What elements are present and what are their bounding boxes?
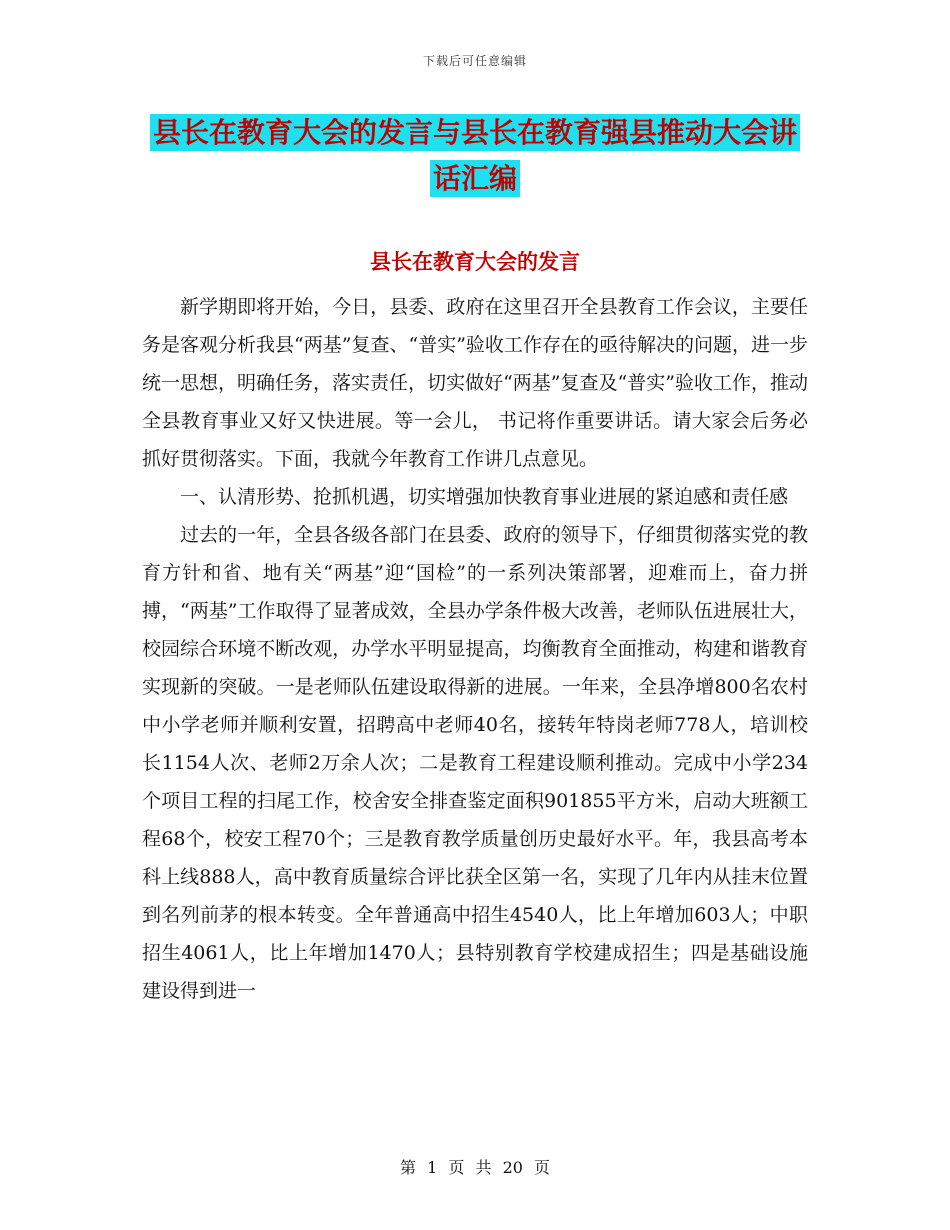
title-line-2: 话汇编 xyxy=(430,160,520,197)
document-title xyxy=(0,110,950,202)
page-footer xyxy=(0,1155,950,1178)
paragraph: 一、认清形势、抢抓机遇，切实增强加快教育事业进展的紧迫感和责任感 xyxy=(180,486,789,508)
header-note: 下载后可任意编辑 xyxy=(422,54,527,68)
paragraph: 新学期即将开始，今日，县委、政府在这里召开全县教育工作会议，主要任务是客观分析我县“两基”复查、“普实”验收工作存在的亟待解决的问题，进一步统一思想，明确任务，落实责任，切实做好“两基”复查及“普实”验收工作，推动全县教育事业又好又快进展。等一会儿， 书记将作重要讲话。请大家会后务必抓好贯彻落实。下面，我就今年教育工作讲几点意见。 xyxy=(142,296,808,470)
page-number: 1 xyxy=(427,1158,438,1177)
total-unit: 页 xyxy=(534,1158,551,1177)
section-title: 县长在教育大会的发言 xyxy=(370,249,580,274)
body-text xyxy=(142,288,808,1010)
total-label: 共 xyxy=(475,1158,492,1177)
total-pages: 20 xyxy=(502,1158,523,1177)
page-unit: 页 xyxy=(448,1158,465,1177)
page-label: 第 xyxy=(399,1158,416,1177)
paragraph: 过去的一年，全县各级各部门在县委、政府的领导下，仔细贯彻落实党的教育方针和省、地有关“两基”迎“国检”的一系列决策部署，迎难而上，奋力拼搏，“两基”工作取得了显著成效，全县办学条件极大改善，老师队伍进展壮大，校园综合环境不断改观，办学水平明显提高，均衡教育全面推动，构建和谐教育实现新的突破。一是老师队伍建设取得新的进展。一年来，全县净增800名农村中小学老师并顺利安置，招聘高中老师40名，接转年特岗老师778人，培训校长1154人次、老师2万余人次；二是教育工程建设顺利推动。完成中小学234个项目工程的扫尾工作，校舍安全排查鉴定面积901855平方米，启动大班额工程68个，校安工程70个；三是教育教学质量创历史最好水平。年，我县高考本科上线888人，高中教育质量综合评比获全区第一名，实现了几年内从挂末位置到名列前茅的根本转变。全年普通高中招生4540人，比上年增加603人；中职招生4061人，比上年增加1470人；县特别教育学校建成招生；四是基础设施建设得到进一 xyxy=(142,524,808,1002)
title-line-1: 县长在教育大会的发言与县长在教育强县推动大会讲 xyxy=(150,114,800,151)
